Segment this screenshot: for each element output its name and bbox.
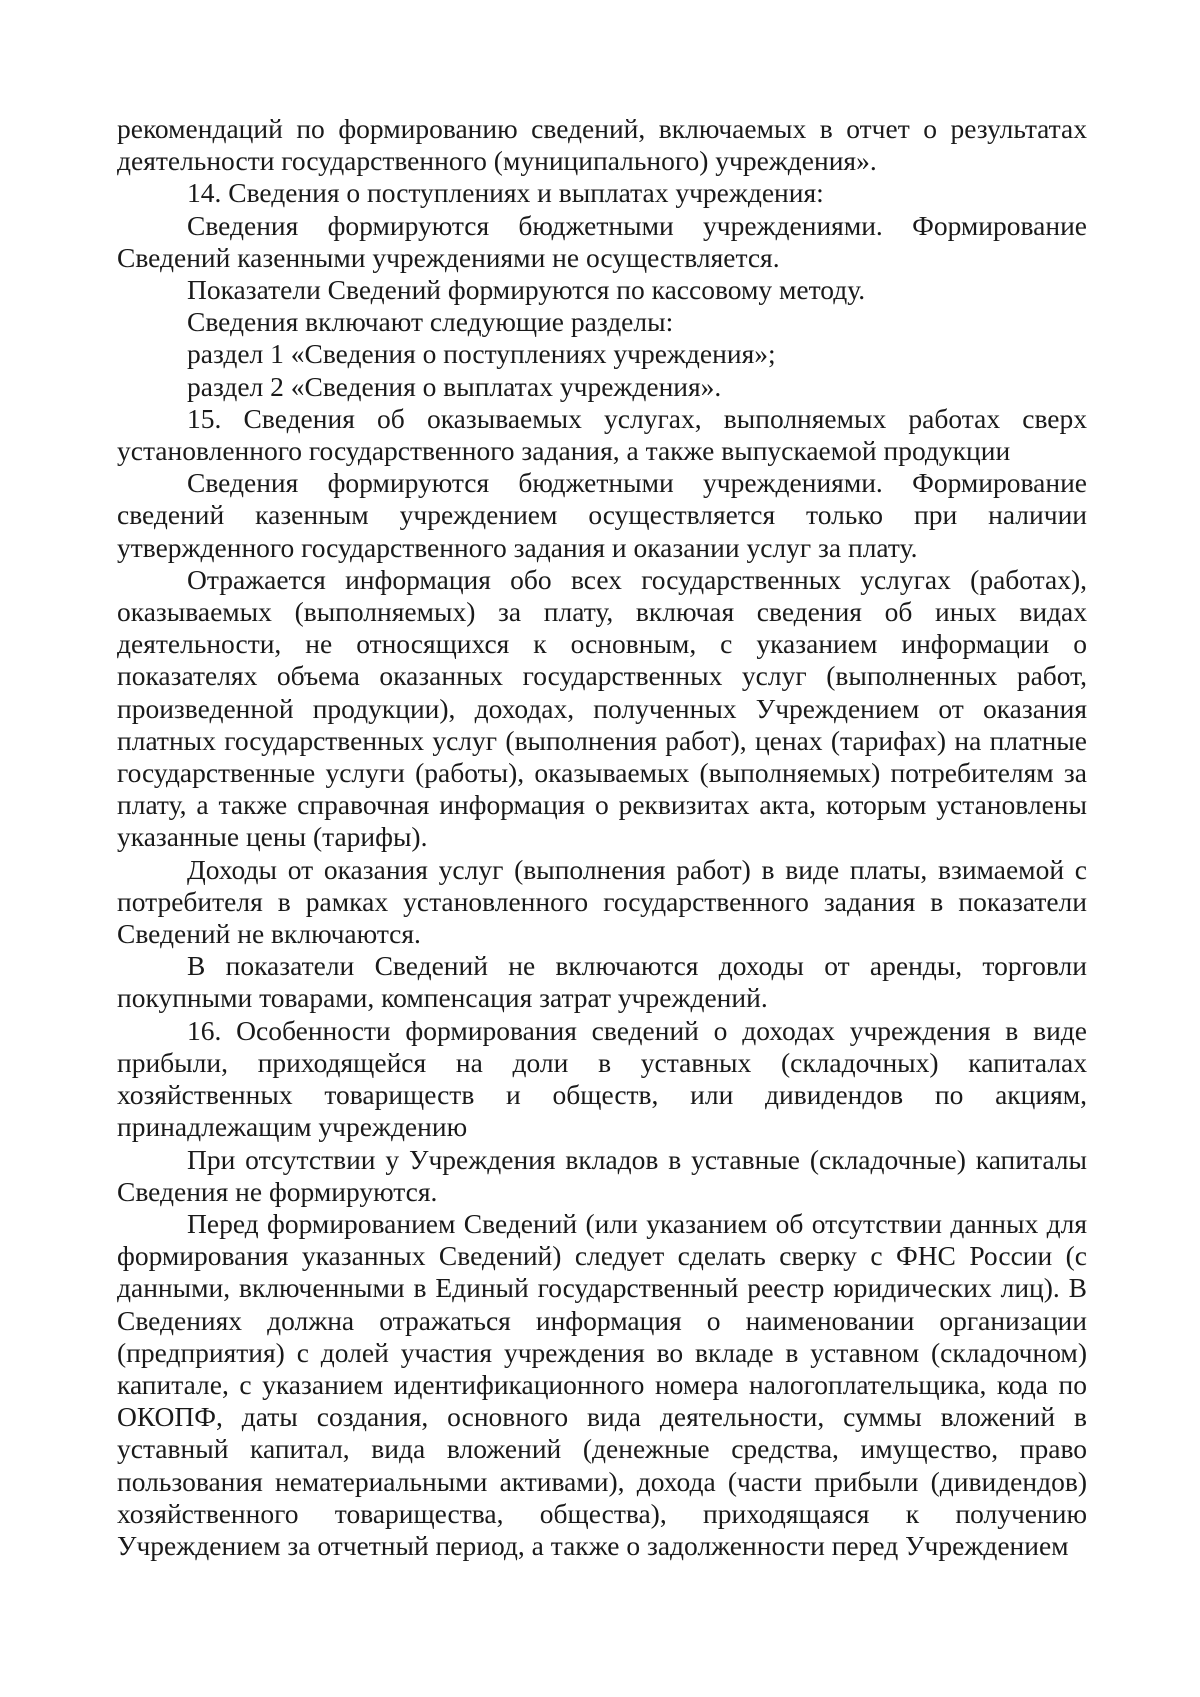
- paragraph: Перед формированием Сведений (или указанием об отсутствии данных для формирования указанных Сведений) следует сделать сверку с ФНС России (с данными, включенными в Единый государственный реестр юридических лиц). В Сведениях должна отражаться информация о наименовании организации (предприятия) с долей участия учреждения во вкладе в уставном (складочном) капитале, с указанием идентификационного номера налогоплательщика, кода по ОКОПФ, даты создания, основного вида деятельности, суммы вложений в уставный капитал, вида вложений (денежные средства, имущество, право пользования нематериальными активами), дохода (части прибыли (дивидендов) хозяйственного товарищества, общества), приходящаяся к получению Учреждением за отчетный период, а также о задолженности перед Учреждением: [117, 1207, 1087, 1561]
- paragraph: Сведения формируются бюджетными учреждениями. Формирование сведений казенным учреждением осуществляется только при наличии утвержденного государственного задания и оказании услуг за плату.: [117, 467, 1087, 563]
- paragraph: Сведения включают следующие разделы:: [187, 306, 674, 338]
- paragraph: Сведения формируются бюджетными учреждениями. Формирование Сведений казенными учреждениями не осуществляется.: [117, 209, 1087, 273]
- paragraph: При отсутствии у Учреждения вкладов в уставные (складочные) капиталы Сведения не формируются.: [117, 1143, 1087, 1207]
- list-item-section-2: раздел 2 «Сведения о выплатах учреждения».: [187, 370, 722, 402]
- section-14-heading: 14. Сведения о поступлениях и выплатах учреждения:: [187, 177, 824, 209]
- section-16-heading: 16. Особенности формирования сведений о доходах учреждения в виде прибыли, приходящейся на доли в уставных (складочных) капиталах хозяйственных товариществ и обществ, или дивидендов по акциям, принадлежащим учреждению: [117, 1014, 1087, 1143]
- document-page: [117, 113, 1087, 1562]
- paragraph: В показатели Сведений не включаются доходы от аренды, торговли покупными товарами, компенсация затрат учреждений.: [117, 950, 1087, 1014]
- paragraph: Отражается информация обо всех государственных услугах (работах), оказываемых (выполняемых) за плату, включая сведения об иных видах деятельности, не относящихся к основным, с указанием информации о показателях объема оказанных государственных услуг (выполненных работ, произведенной продукции), доходах, полученных Учреждением от оказания платных государственных услуг (выполнения работ), ценах (тарифах) на платные государственные услуги (работы), оказываемых (выполняемых) потребителям за плату, а также справочная информация о реквизитах акта, которым установлены указанные цены (тарифы).: [117, 563, 1087, 853]
- list-item-section-1: раздел 1 «Сведения о поступлениях учреждения»;: [187, 338, 776, 370]
- paragraph-continuation: рекомендаций по формированию сведений, включаемых в отчет о результатах деятельности государственного (муниципального) учреждения».: [117, 113, 1087, 177]
- paragraph: Доходы от оказания услуг (выполнения работ) в виде платы, взимаемой с потребителя в рамках установленного государственного задания в показатели Сведений не включаются.: [117, 853, 1087, 950]
- section-15-heading: 15. Сведения об оказываемых услугах, выполняемых работах сверх установленного государственного задания, а также выпускаемой продукции: [117, 402, 1087, 467]
- paragraph: Показатели Сведений формируются по кассовому методу.: [187, 274, 866, 306]
